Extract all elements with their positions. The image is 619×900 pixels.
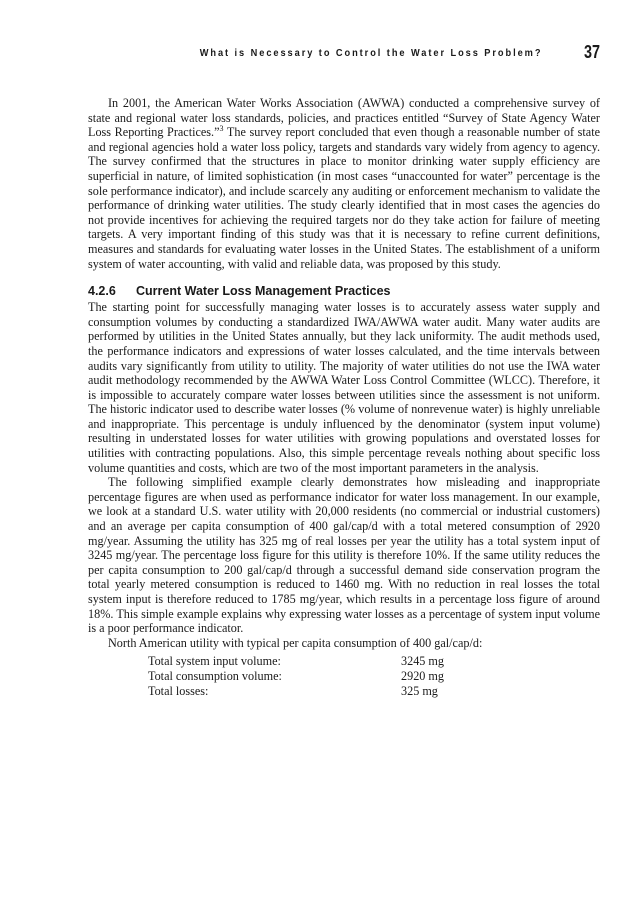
page-header <box>88 42 600 62</box>
row-label: Total losses: <box>148 683 209 698</box>
table-row <box>148 669 444 684</box>
row-value: 2920 mg <box>401 668 444 683</box>
intro-text-continued: The survey report concluded that even though a reasonable number of state and regional agencies hold a water loss policy, targets and standards vary widely from agency to agency. The survey confirmed that the structures in place to monitor drinking water supply efficiency are superficial in nature, of limited sophistication (in most cases “unaccounted for water” percentage is the sole performance indicator), and include scarcely any auditing or enforcement mechanism to validate the performance of drinking water utilities. The study clearly identified that in most cases the agencies do not provide incentives for achieving the required targets nor do they take action for failure of meeting targets. A very important finding of this study was that it is necessary to refine current definitions, measures and standards for evaluating water losses in the United States. The establishment of a uniform system of water accounting, with valid and reliable data, was proposed by this study. <box>88 125 600 271</box>
body-paragraph: The starting point for successfully managing water losses is to accurately assess water supply and consumption volumes by conducting a standardized IWA/AWWA water audit. Many water audits are performed by utilities in the United States annually, but they lack uniformity. The audit methods used, the performance indicators and expressions of water losses calculated, and the time intervals between audits vary significantly from utility to utility. The majority of water utilities do not use the IWA water audit methodology recommended by the AWWA Water Loss Control Committee (WLCC). Therefore, it is impossible to accurately compare water losses between utilities since the assessment is not uniform. The historic indicator used to describe water losses (% volume of nonrevenue water) is highly unreliable and inappropriate. This percentage is unduly influenced by the denominator (system input volume) resulting in understated losses for water utilities with growing populations and overstated losses for utilities with contracting populations. Also, this simple percentage reveals nothing about specific loss volume quantities and costs, which are two of the most important parameters in the analysis. <box>88 300 600 475</box>
table-intro: North American utility with typical per capita consumption of 400 gal/cap/d: <box>108 635 483 650</box>
row-value: 3245 mg <box>401 654 444 669</box>
table-row <box>148 654 444 669</box>
page-body <box>88 96 600 698</box>
intro-paragraph <box>88 96 600 271</box>
summary-table <box>148 654 444 698</box>
row-label: Total consumption volume: <box>148 668 282 683</box>
body-paragraph: The following simplified example clearly demonstrates how misleading and inappropriate percentage figures are when used as performance indicator for water loss management. In our example, we look at a standard U.S. water utility with 20,000 residents (no commercial or industrial customers) and an average per capita consumption of 400 gal/cap/d with a total metered consumption of 2920 mg/year. Assuming the utility has 325 mg of real losses per year the utility has a total system input of 3245 mg/year. The percentage loss figure for this utility is therefore 10%. If the same utility reduces the per capita consumption to 200 gal/cap/d through a successful demand side conservation program the total yearly metered consumption is reduced to 1460 mg. With no reduction in real losses the total system input is therefore reduced to 1785 mg/year, which results in a percentage loss figure of around 18%. This simple example explains why expressing water losses as a percentage of system input volume is a poor performance indicator. <box>88 475 600 636</box>
table-row <box>148 684 444 699</box>
running-head: What is Necessary to Control the Water Loss Problem? <box>199 47 542 59</box>
footnote-marker: 3 <box>219 124 224 134</box>
row-value: 325 mg <box>401 683 438 698</box>
page-number: 37 <box>583 42 600 62</box>
row-label: Total system input volume: <box>148 654 281 669</box>
section-heading <box>88 284 600 298</box>
section-number: 4.2.6 <box>88 284 116 299</box>
intro-text: In 2001, the American Water Works Association (AWWA) conducted a comprehensive survey of state and regional water loss standards, policies, and practices entitled “Survey of State Agency Water Loss Reporting Practices.” <box>88 96 600 140</box>
section-title: Current Water Loss Management Practices <box>136 284 391 299</box>
